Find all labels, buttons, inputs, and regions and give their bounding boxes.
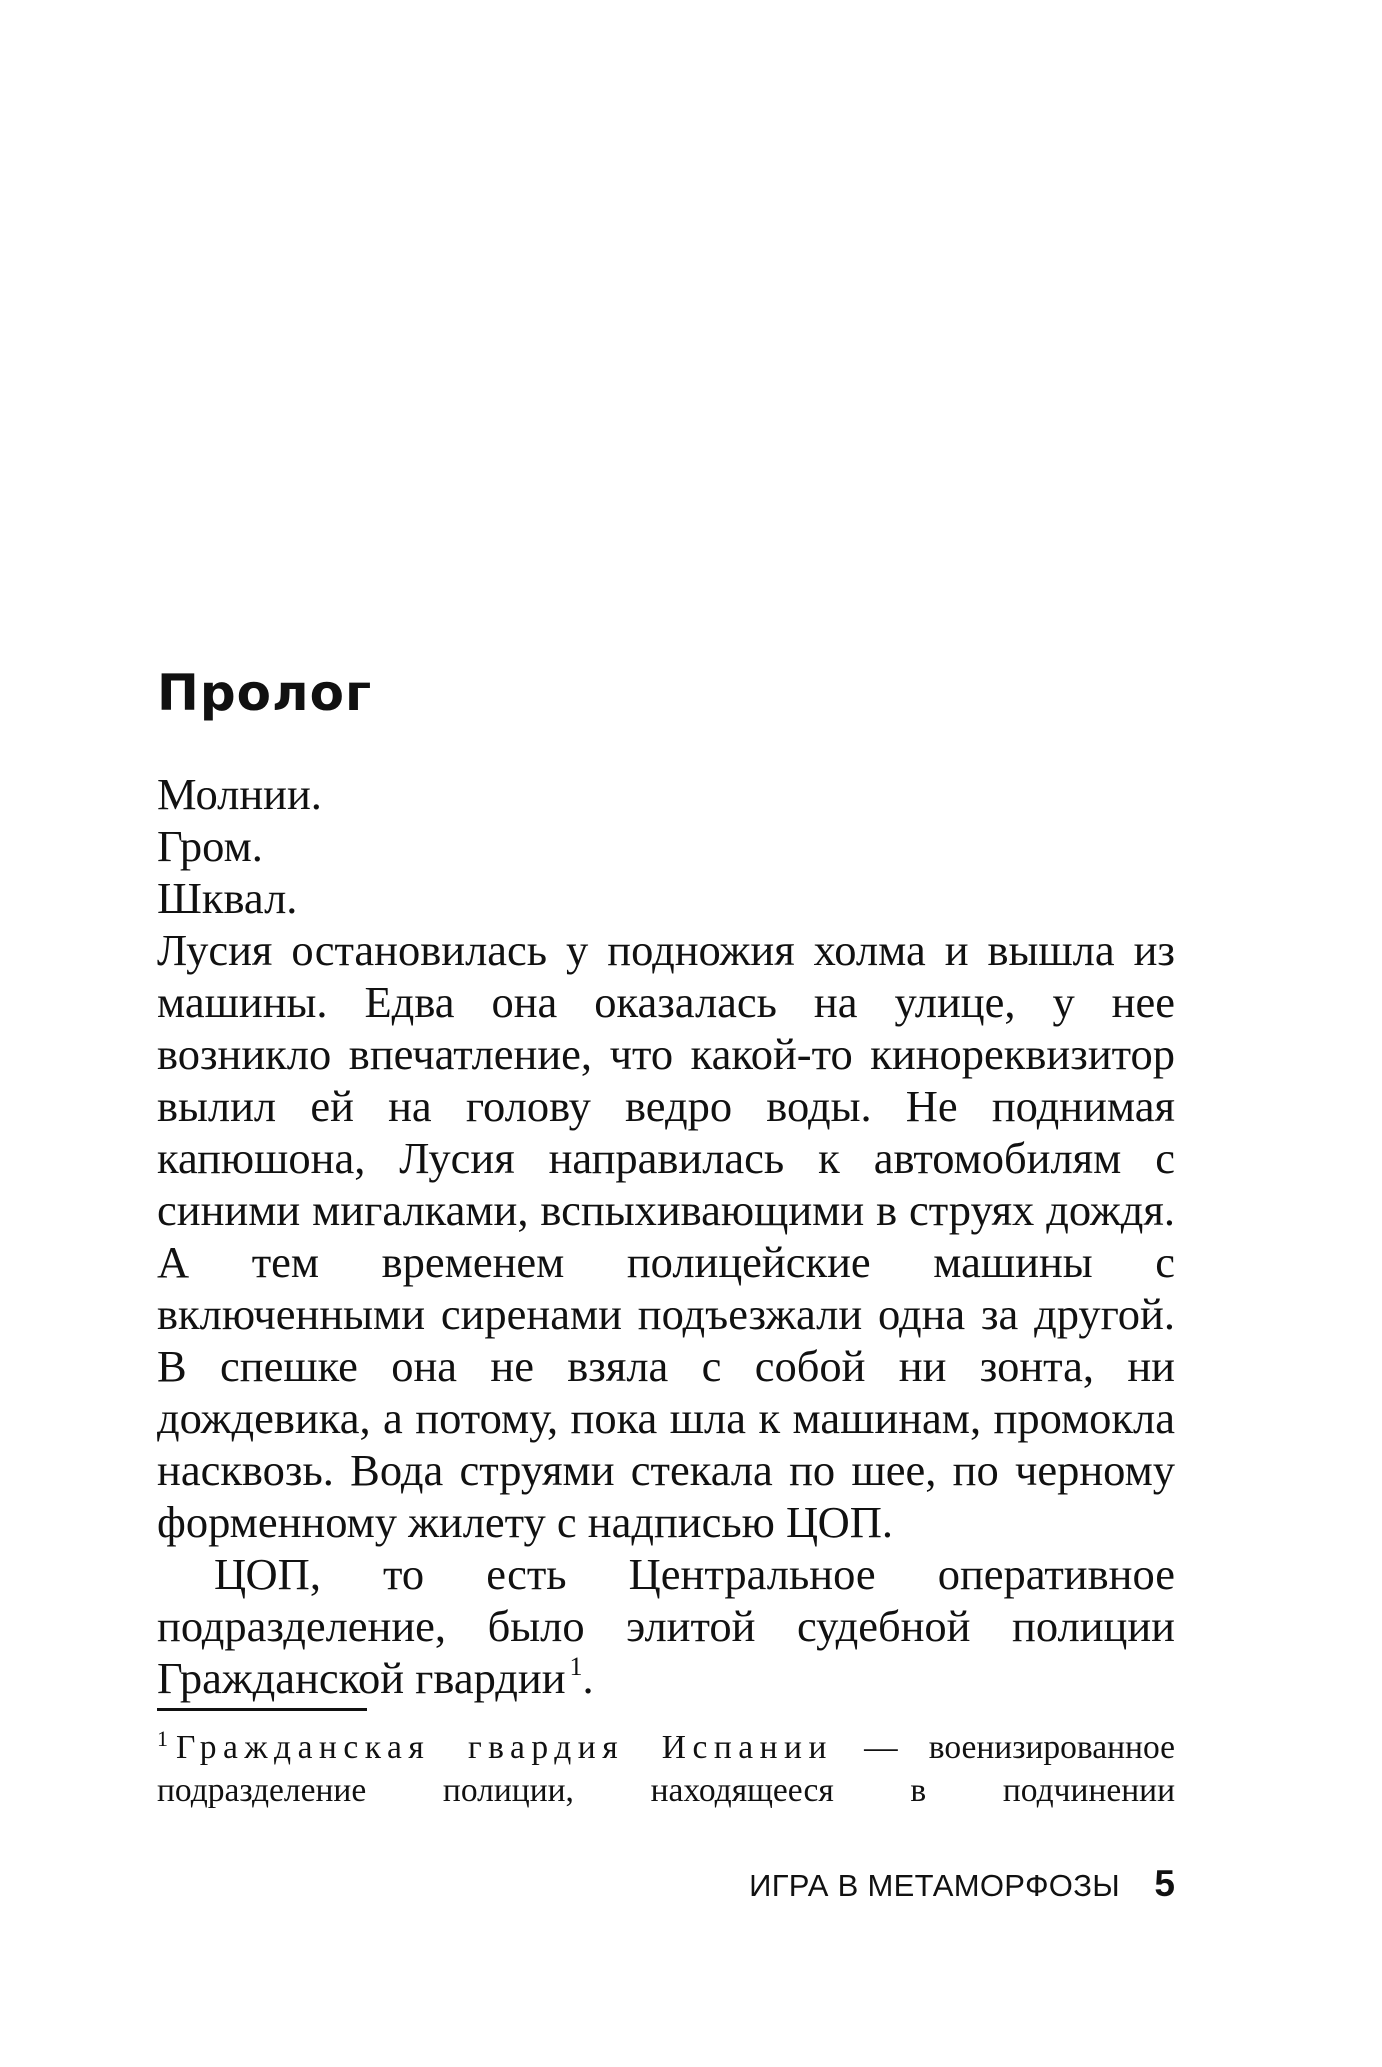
footnote-text: — военизированное подразделение полиции, находящееся в подчинении [157,1729,1176,1809]
running-footer [749,1866,1120,1906]
intro-line-squall: Шквал. [157,873,298,923]
footnote [157,1726,1175,1812]
footnote-divider [157,1708,367,1711]
intro-line-thunder: Гром. [157,821,263,871]
page-number: 5 [1154,1863,1175,1904]
chapter-title: Пролог [157,664,373,722]
intro-line-lightning: Молнии. [157,769,322,819]
footnote-reference[interactable]: 1 [569,1652,583,1681]
paragraph-1: Лусия остановилась у подножия холма и вышла из машины. Едва она оказалась на улице, у нее возникло впечатление, что какой-то кинореквизитор вылил ей на голову ведро воды. Не поднимая капюшона, Лусия направилась к автомобилям с синими мигалками, вспыхивающими в струях дождя. А тем временем полицейские машины с включенными сиренами подъезжали одна за другой. В спешке она не взяла с собой ни зонта, ни дождевика, а потому, пока шла к машинам, промокла насквозь. Вода струями стекала по шее, по черному форменному жилету с надписью ЦОП. [157,925,1175,1547]
paragraph-2-text: ЦОП, то есть Центральное оперативное подразделение, было элитой судебной полиции Гражданской гвардии [157,1549,1175,1703]
footnote-marker: 1 [157,1726,168,1751]
body-text [157,768,1175,1704]
paragraph-2 [157,1548,1175,1704]
paragraph-2-end: . [582,1653,594,1703]
footer-book-title: ИГРА В МЕТАМОРФОЗЫ [749,1868,1120,1903]
footnote-term: Гражданская гвардия Испании [176,1729,833,1766]
